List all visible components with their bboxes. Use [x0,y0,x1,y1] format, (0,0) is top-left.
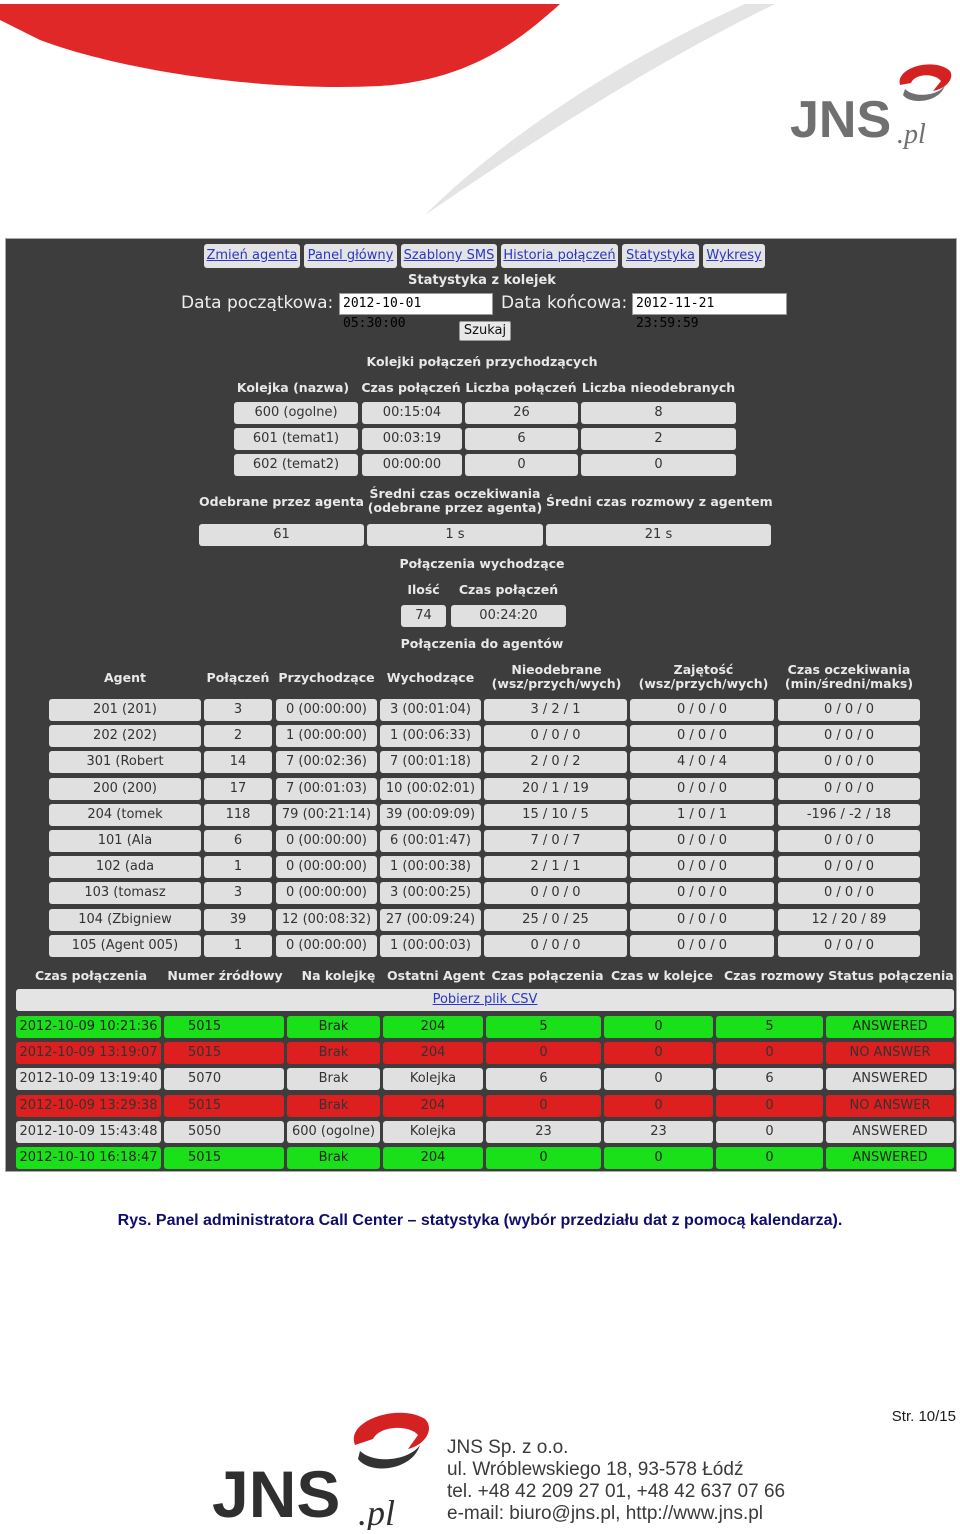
call-cell: 5070 [164,1068,284,1090]
agent-header-busy-line1: Zajętość [673,662,734,677]
agent-cell: 7 / 0 / 7 [484,830,627,852]
agent-cell: -196 / -2 / 18 [778,804,920,826]
agent-cell: 1 [204,935,272,957]
footer-logo-text: JNS [212,1457,341,1530]
footer-company: JNS Sp. z o.o. [447,1437,569,1458]
agent-name-cell: 101 (Ala [49,830,201,852]
agent-cell: 3 [204,882,272,904]
agent-cell: 0 / 0 / 0 [484,882,627,904]
agent-cell: 0 (00:00:00) [276,935,377,957]
agent-name-cell: 102 (ada [49,856,201,878]
summary-header-avg-wait-line2: (odebrane przez agenta) [367,500,543,515]
queue-cell: 601 (temat1) [234,428,358,450]
agent-name-cell: 204 (tomek [49,804,201,826]
footer-contact [447,1437,785,1525]
call-cell: 204 [383,1042,483,1064]
agent-cell: 4 / 0 / 4 [630,751,774,773]
call-cell: Kolejka [383,1068,483,1090]
call-cell: NO ANSWER [826,1095,954,1117]
call-cell: 0 [604,1042,713,1064]
call-cell: 2012-10-09 13:29:38 [16,1095,161,1117]
footer-logo-suffix: .pl [358,1493,396,1530]
agent-cell: 79 (00:21:14) [276,804,377,826]
summary-avg-wait-value: 1 s [367,524,543,546]
call-cell: 5050 [164,1121,284,1143]
agent-cell: 0 / 0 / 0 [778,830,920,852]
nav-sms-templates[interactable]: Szablony SMS [401,244,497,268]
call-cell: 0 [604,1095,713,1117]
summary-header-avg-wait [366,487,544,515]
agent-cell: 27 (00:09:24) [380,909,481,931]
agent-cell: 0 / 0 / 0 [778,725,920,747]
call-cell: 5015 [164,1147,284,1169]
call-cell: Brak [287,1042,380,1064]
call-cell: NO ANSWER [826,1042,954,1064]
agent-header-outgoing: Wychodzące [386,670,475,685]
nav-call-history[interactable]: Historia połączeń [501,244,618,268]
agent-cell: 0 / 0 / 0 [778,935,920,957]
agent-cell: 39 (00:09:09) [380,804,481,826]
call-cell: 2012-10-10 16:18:47 [16,1147,161,1169]
agent-cell: 7 (00:01:03) [276,778,377,800]
call-cell: 2012-10-09 13:19:07 [16,1042,161,1064]
figure-caption: Rys. Panel administratora Call Center – statystyka (wybór przedziału dat z pomocą kalendarza). [117,1212,843,1229]
calls-header: Czas połączenia [491,968,604,983]
agent-header-wait-line2: (min/średni/maks) [784,676,914,691]
agent-cell: 0 / 0 / 0 [778,882,920,904]
summary-header-avg-wait-line1: Średni czas oczekiwania [369,486,541,501]
calls-header: Czas w kolejce [610,968,714,983]
outgoing-header-count: Ilość [407,582,440,597]
call-cell: ANSWERED [826,1121,954,1143]
agent-cell: 12 (00:08:32) [276,909,377,931]
agent-cell: 3 (00:00:25) [380,882,481,904]
agents-title: Połączenia do agentów [400,636,564,651]
outgoing-time-value: 00:24:20 [451,605,566,627]
agent-cell: 3 / 2 / 1 [484,699,627,721]
agent-cell: 118 [204,804,272,826]
agent-cell: 0 / 0 / 0 [484,935,627,957]
agent-header-wait-line1: Czas oczekiwania [787,662,911,677]
csv-bar [16,989,954,1011]
queue-cell: 8 [581,402,736,424]
agent-cell: 39 [204,909,272,931]
agent-cell: 15 / 10 / 5 [484,804,627,826]
call-cell: 2012-10-09 10:21:36 [16,1016,161,1038]
call-cell: Brak [287,1095,380,1117]
agent-cell: 14 [204,751,272,773]
agent-cell: 0 / 0 / 0 [778,751,920,773]
agent-cell: 3 (00:01:04) [380,699,481,721]
agent-header-missed [484,663,629,691]
jns-logo-footer [210,1405,440,1530]
call-cell: 0 [716,1121,823,1143]
agent-cell: 1 [204,856,272,878]
agent-name-cell: 200 (200) [49,778,201,800]
agent-cell: 10 (00:02:01) [380,778,481,800]
summary-avg-talk-value: 21 s [546,524,771,546]
call-cell: Kolejka [383,1121,483,1143]
call-cell: Brak [287,1068,380,1090]
logo-text: JNS [790,91,892,149]
agent-cell: 0 / 0 / 0 [778,699,920,721]
agent-name-cell: 201 (201) [49,699,201,721]
queue-header-missed: Liczba nieodebranych [581,380,736,395]
agent-cell: 7 (00:02:36) [276,751,377,773]
agent-cell: 3 [204,699,272,721]
agent-cell: 0 / 0 / 0 [630,909,774,931]
agent-name-cell: 105 (Agent 005) [49,935,201,957]
call-cell: 5015 [164,1042,284,1064]
queue-cell: 602 (temat2) [234,454,358,476]
agent-cell: 2 / 0 / 2 [484,751,627,773]
queue-cell: 2 [581,428,736,450]
agent-header-busy [631,663,776,691]
queue-header-time: Czas połączeń [361,380,461,395]
agent-header-calls: Połączeń [206,670,270,685]
calls-header: Ostatni Agent [387,968,485,983]
queue-cell: 6 [465,428,578,450]
incoming-title: Kolejki połączeń przychodzących [366,354,598,369]
queue-cell: 600 (ogolne) [234,402,358,424]
agent-cell: 1 (00:06:33) [380,725,481,747]
footer-phone: tel. +48 42 209 27 01, +48 42 637 07 66 [447,1481,786,1502]
agent-cell: 2 [204,725,272,747]
call-cell: Brak [287,1016,380,1038]
download-csv-link[interactable]: Pobierz plik CSV [432,992,538,1007]
outgoing-count-value: 74 [401,605,446,627]
stats-title: Statystyka z kolejek [408,273,556,288]
call-cell: 204 [383,1016,483,1038]
call-cell: 6 [716,1068,823,1090]
date-start-label: Data początkowa: [181,293,334,313]
agent-cell: 0 (00:00:00) [276,699,377,721]
footer-email: e-mail: biuro@jns.pl, http://www.jns.pl [447,1503,764,1524]
queue-cell: 00:15:04 [362,402,462,424]
nav-change-agent[interactable]: Zmień agenta [204,244,300,268]
agent-header-agent: Agent [104,670,146,685]
queue-cell: 00:03:19 [362,428,462,450]
agent-cell: 0 / 0 / 0 [630,882,774,904]
call-cell: 5 [716,1016,823,1038]
agent-header-busy-line2: (wsz/przych/wych) [638,676,769,691]
logo-suffix: .pl [897,119,926,150]
queue-cell: 26 [465,402,578,424]
call-cell: 0 [604,1068,713,1090]
agent-cell: 2 / 1 / 1 [484,856,627,878]
call-cell: 0 [486,1147,601,1169]
jns-logo-top [785,55,955,150]
agent-cell: 1 (00:00:38) [380,856,481,878]
agent-cell: 17 [204,778,272,800]
agent-cell: 1 (00:00:00) [276,725,377,747]
agent-header-incoming: Przychodzące [278,670,375,685]
footer-address: ul. Wróblewskiego 18, 93-578 Łódź [447,1459,744,1480]
agent-cell: 0 / 0 / 0 [630,856,774,878]
calls-header: Status połączenia [828,968,954,983]
agent-cell: 6 (00:01:47) [380,830,481,852]
call-cell: Brak [287,1147,380,1169]
agent-cell: 0 (00:00:00) [276,856,377,878]
summary-answered-value: 61 [199,524,364,546]
agent-cell: 0 (00:00:00) [276,882,377,904]
call-cell: 204 [383,1095,483,1117]
agent-cell: 25 / 0 / 25 [484,909,627,931]
call-cell: 0 [604,1016,713,1038]
call-cell: 2012-10-09 15:43:48 [16,1121,161,1143]
agent-cell: 0 (00:00:00) [276,830,377,852]
outgoing-title: Połączenia wychodzące [399,556,565,571]
call-cell: 0 [716,1042,823,1064]
summary-header-avg-talk: Średni czas rozmowy z agentem [546,494,773,509]
agent-cell: 0 / 0 / 0 [630,778,774,800]
call-cell: 23 [486,1121,601,1143]
call-cell: ANSWERED [826,1016,954,1038]
call-cell: 0 [486,1042,601,1064]
agent-cell: 1 (00:00:03) [380,935,481,957]
call-cell: 5 [486,1016,601,1038]
call-cell: ANSWERED [826,1068,954,1090]
call-cell: 0 [486,1095,601,1117]
agent-cell: 0 / 0 / 0 [484,725,627,747]
summary-header-answered: Odebrane przez agenta [199,494,364,509]
date-end-input[interactable]: 2012-11-21 23:59:59 [632,293,787,315]
queue-cell: 0 [465,454,578,476]
call-cell: 0 [716,1147,823,1169]
agent-cell: 6 [204,830,272,852]
agent-cell: 0 / 0 / 0 [630,699,774,721]
agent-cell: 1 / 0 / 1 [630,804,774,826]
queue-header-name: Kolejka (nazwa) [236,380,350,395]
call-cell: 6 [486,1068,601,1090]
date-end-label: Data końcowa: [501,293,628,313]
call-cell: 204 [383,1147,483,1169]
search-button[interactable]: Szukaj [459,321,511,341]
queue-header-count: Liczba połączeń [465,380,577,395]
nav-statistics[interactable]: Statystyka [622,244,699,268]
call-cell: 600 (ogolne) [287,1121,380,1143]
calls-header: Czas połączenia [34,968,148,983]
call-cell: 2012-10-09 13:19:40 [16,1068,161,1090]
calls-header: Na kolejkę [301,968,376,983]
agent-cell: 7 (00:01:18) [380,751,481,773]
date-start-input[interactable]: 2012-10-01 05:30:00 [339,293,493,315]
agent-name-cell: 202 (202) [49,725,201,747]
call-cell: ANSWERED [826,1147,954,1169]
agent-cell: 12 / 20 / 89 [778,909,920,931]
queue-cell: 0 [581,454,736,476]
calls-header: Czas rozmowy [723,968,824,983]
page-number: Str. 10/15 [891,1408,956,1425]
agent-cell: 20 / 1 / 19 [484,778,627,800]
call-cell: 5015 [164,1095,284,1117]
call-cell: 23 [604,1121,713,1143]
agent-name-cell: 104 (Zbigniew [49,909,201,931]
agent-cell: 0 / 0 / 0 [778,778,920,800]
agent-header-wait [778,663,920,691]
nav-charts[interactable]: Wykresy [703,244,765,268]
agent-header-missed-line1: Nieodebrane [511,662,602,677]
nav-main-panel[interactable]: Panel główny [304,244,397,268]
queue-cell: 00:00:00 [362,454,462,476]
agent-cell: 0 / 0 / 0 [630,725,774,747]
agent-header-missed-line2: (wsz/przych/wych) [491,676,622,691]
agent-cell: 0 / 0 / 0 [630,830,774,852]
admin-panel [5,238,957,1172]
call-cell: 0 [604,1147,713,1169]
agent-cell: 0 / 0 / 0 [778,856,920,878]
call-cell: 0 [716,1095,823,1117]
agent-name-cell: 301 (Robert [49,751,201,773]
agent-cell: 0 / 0 / 0 [630,935,774,957]
outgoing-header-time: Czas połączeń [458,582,559,597]
call-cell: 5015 [164,1016,284,1038]
calls-header: Numer źródłowy [167,968,283,983]
agent-name-cell: 103 (tomasz [49,882,201,904]
